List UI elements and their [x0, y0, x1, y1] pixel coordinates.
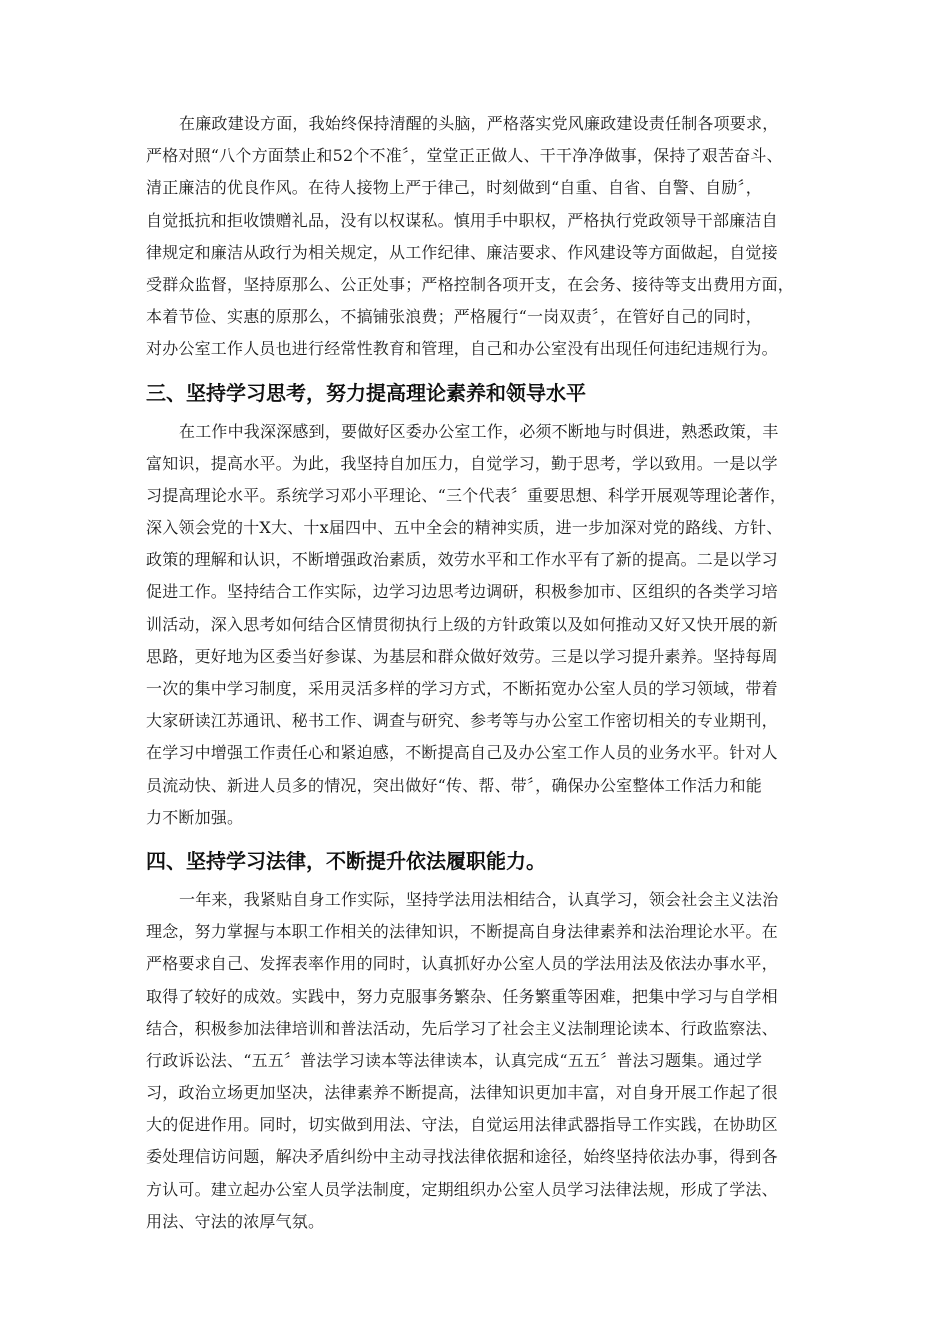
- paragraph-line: 对办公室工作人员也进行经常性教育和管理，自己和办公室没有出现任何违纪违规行为。: [146, 339, 778, 359]
- paragraph-line: 本着节俭、实惠的原那么，不搞铺张浪费；严格履行“一岗双责〞，在管好自己的同时，: [146, 307, 762, 327]
- paragraph-line: 力不断加强。: [146, 807, 244, 827]
- paragraph-line: 在廉政建设方面，我始终保持清醒的头脑，严格落实党风廉政建设责任制各项要求，: [179, 114, 779, 133]
- paragraph-line: 政策的理解和认识，不断增强政治素质，效劳水平和工作水平有了新的提高。二是以学习: [146, 550, 778, 570]
- paragraph-line: 富知识，提高水平。为此，我坚持自加压力，自觉学习，勤于思考，学以致用。一是以学: [146, 453, 778, 473]
- section-heading: 三、坚持学习思考，努力提高理论素养和领导水平: [146, 380, 586, 405]
- paragraph-line: 促进工作。坚持结合工作实际，边学习边思考边调研，积极参加市、区组织的各类学习培: [146, 582, 778, 602]
- paragraph-line: 取得了较好的成效。实践中，努力克服事务繁杂、任务繁重等困难，把集中学习与自学相: [146, 986, 778, 1006]
- paragraph-line: 律规定和廉洁从政行为相关规定，从工作纪律、廉洁要求、作风建设等方面做起，自觉接: [146, 242, 778, 262]
- paragraph-line: 自觉抵抗和拒收馈赠礼品，没有以权谋私。慎用手中职权，严格执行党政领导干部廉洁自: [146, 210, 778, 230]
- paragraph-line: 受群众监督，坚持原那么、公正处事；严格控制各项开支，在会务、接待等支出费用方面，: [146, 274, 795, 294]
- paragraph-line: 深入领会党的十X大、十x届四中、五中全会的精神实质，进一步加深对党的路线、方针、: [146, 518, 783, 538]
- paragraph-line: 结合，积极参加法律培训和普法活动，先后学习了社会主义法制理论读本、行政监察法、: [146, 1018, 778, 1038]
- paragraph-line: 委处理信访问题，解决矛盾纠纷中主动寻找法律依据和途径，始终坚持依法办事，得到各: [146, 1147, 778, 1167]
- paragraph-line: 方认可。建立起办公室人员学法制度，定期组织办公室人员学习法律法规，形成了学法、: [146, 1179, 778, 1199]
- paragraph-line: 在学习中增强工作责任心和紧迫感，不断提高自己及办公室工作人员的业务水平。针对人: [146, 743, 778, 763]
- paragraph-line: 大家研读江苏通讯、秘书工作、调查与研究、参考等与办公室工作密切相关的专业期刊，: [146, 711, 778, 731]
- paragraph-line: 行政诉讼法、“五五〞普法学习读本等法律读本，认真完成“五五〞普法习题集。通过学: [146, 1050, 763, 1070]
- paragraph-line: 清正廉洁的优良作风。在待人接物上严于律己，时刻做到“自重、自省、自警、自励〞，: [146, 178, 762, 198]
- paragraph-line: 思路，更好地为区委当好参谋、为基层和群众做好效劳。三是以学习提升素养。坚持每周: [146, 646, 778, 666]
- section-integrity: [146, 108, 814, 366]
- paragraph-line: 习，政治立场更加坚决，法律素养不断提高，法律知识更加丰富，对自身开展工作起了很: [146, 1083, 778, 1103]
- paragraph-line: 严格对照“八个方面禁止和52个不准〞，堂堂正正做人、干干净净做事，保持了艰苦奋斗、: [146, 146, 783, 166]
- paragraph-line: 大的促进作用。同时，切实做到用法、守法，自觉运用法律武器指导工作实践，在协助区: [146, 1115, 778, 1135]
- paragraph-line: 一年来，我紧贴自身工作实际，坚持学法用法相结合，认真学习，领会社会主义法治: [179, 889, 779, 909]
- section-heading: 四、坚持学习法律，不断提升依法履职能力。: [146, 848, 546, 873]
- paragraph-line: 用法、守法的浓厚气氛。: [146, 1211, 325, 1231]
- section-study: [146, 371, 814, 834]
- paragraph-line: 员流动快、新进人员多的情况，突出做好“传、帮、带〞，确保办公室整体工作活力和能: [146, 775, 762, 795]
- paragraph-line: 严格要求自己、发挥表率作用的同时，认真抓好办公室人员的学法用法及依法办事水平，: [146, 954, 778, 974]
- paragraph-line: 理念，努力掌握与本职工作相关的法律知识，不断提高自身法律素养和法治理论水平。在: [146, 922, 778, 942]
- paragraph-line: 在工作中我深深感到，要做好区委办公室工作，必须不断地与时俱进，熟悉政策，丰: [179, 421, 779, 441]
- section-law: [146, 839, 814, 1238]
- document-page: [146, 108, 814, 1238]
- paragraph-line: 一次的集中学习制度，采用灵活多样的学习方式，不断拓宽办公室人员的学习领域，带着: [146, 679, 778, 698]
- paragraph-line: 习提高理论水平。系统学习邓小平理论、“三个代表〞重要思想、科学开展观等理论著作，: [146, 485, 787, 505]
- paragraph-line: 训活动，深入思考如何结合区情贯彻执行上级的方针政策以及如何推动又好又快开展的新: [146, 614, 778, 634]
